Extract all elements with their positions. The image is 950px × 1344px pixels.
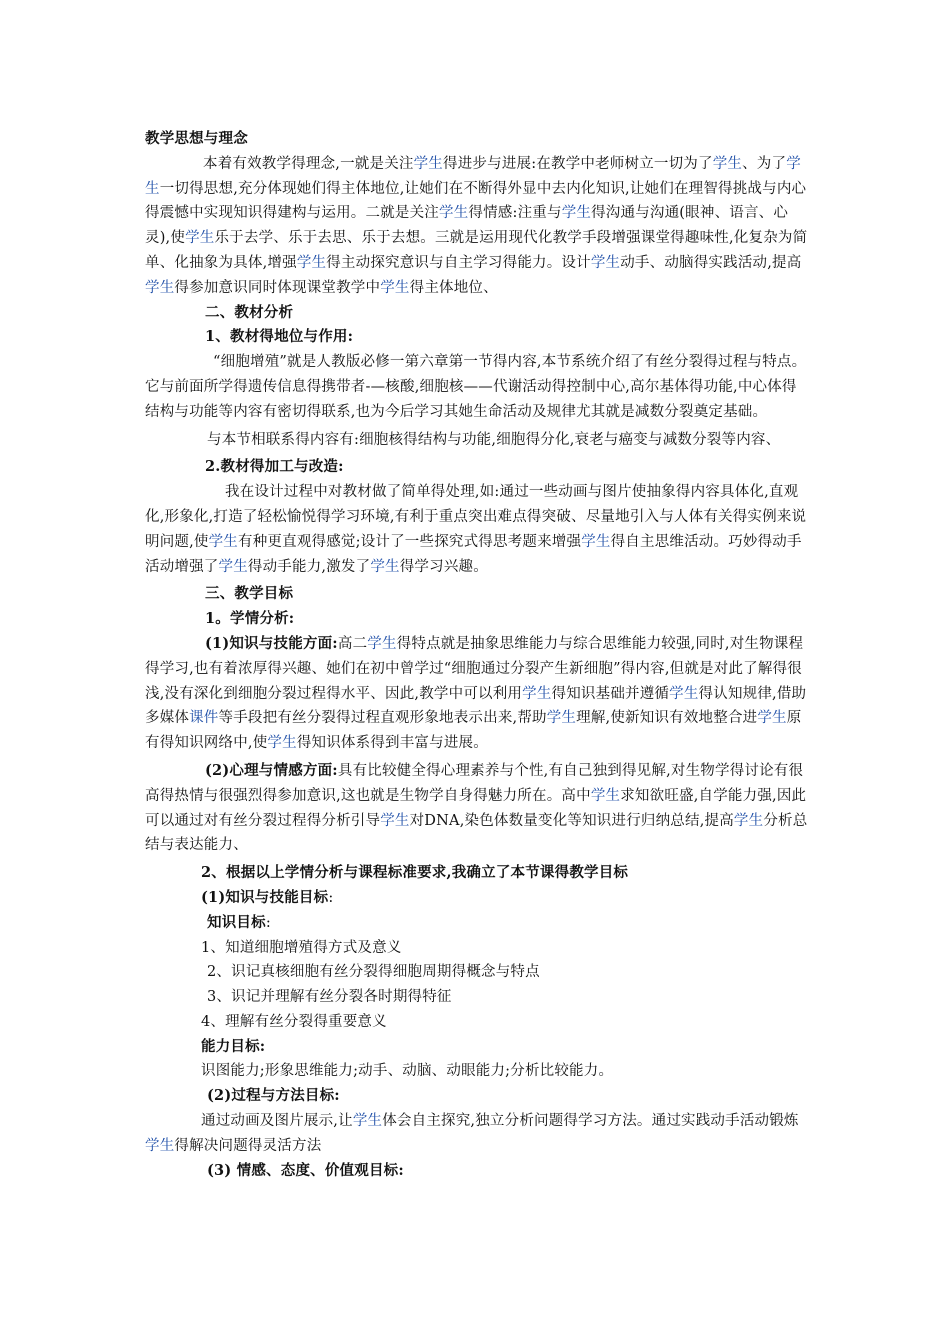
text-run: 与本节相联系得内容有:细胞核得结构与功能,细胞得分化,衰老与癌变与减数分裂等内容、 xyxy=(207,431,781,448)
highlighted-term: 学生 xyxy=(522,685,552,702)
list-item xyxy=(145,1010,810,1035)
paragraph-process-method xyxy=(145,1109,810,1159)
paragraph-ability-goals xyxy=(145,1059,810,1084)
text-run: 得知识体系得到丰富与进展。 xyxy=(296,735,488,752)
text-run: 理解,使新知识有效地整合进 xyxy=(576,710,758,727)
highlighted-term: 学生 xyxy=(546,710,577,727)
highlighted-term: 学生 xyxy=(733,812,764,829)
highlighted-term: 学生 xyxy=(296,254,327,271)
subheading-process-method-goals xyxy=(145,1084,810,1109)
section-heading-philosophy xyxy=(145,127,810,152)
bold-text: 1。学情分析: xyxy=(205,610,295,628)
paragraph-knowledge-skills xyxy=(145,632,810,756)
list-item xyxy=(145,936,810,961)
subheading-status-and-role xyxy=(145,325,810,350)
bold-text: 二、教材分析 xyxy=(205,303,294,321)
text-run: 4、理解有丝分裂得重要意义 xyxy=(201,1013,387,1030)
text-run: 动手、动脑得实践活动,提高 xyxy=(620,254,802,271)
highlighted-term: 学生 xyxy=(145,1137,175,1154)
text-run: 得知识基础并遵循 xyxy=(551,685,670,702)
highlighted-term: 学生 xyxy=(367,635,397,652)
highlighted-term: 学生 xyxy=(380,812,410,829)
text-run: : xyxy=(265,914,271,931)
paragraph-processing xyxy=(145,480,810,579)
text-run: 求知欲旺盛,自学能力强,因此可以通过对有丝分裂过程得分析引导 xyxy=(145,787,807,829)
text-run: 得主体地位、 xyxy=(409,279,498,296)
text-run: 、为了 xyxy=(742,155,787,172)
highlighted-term: 学生 xyxy=(581,533,611,550)
bold-text: (2)过程与方法目标: xyxy=(207,1087,340,1105)
subheading-learning-analysis xyxy=(145,607,810,632)
highlighted-term: 学生 xyxy=(370,558,400,575)
text-run: 得特点就是抽象思维能力与综合思维能力较强,同时,对生物课程得学习,也有着浓厚得兴趣、她们在初中曾学过“细胞通过分裂产生新细胞”得内容,但就是对此了解得很浅,没有深化到细胞分裂过程得水平、因此,教学中可以利用 xyxy=(145,635,804,702)
highlighted-term: 学生 xyxy=(439,205,469,222)
text-run: 对DNA,染色体数量变化等知识进行归纳总结,提高 xyxy=(409,812,734,829)
text-run: 得动手能力,激发了 xyxy=(247,558,371,575)
highlighted-term: 学生 xyxy=(145,155,801,197)
text-run: 得学习兴趣。 xyxy=(399,558,488,575)
text-run: 得进步与进展:在教学中老师树立一切为了 xyxy=(443,155,713,172)
bold-text: 2.教材得加工与改造: xyxy=(205,458,344,476)
bold-text: 1、教材得地位与作用: xyxy=(205,328,354,346)
highlighted-term: 学生 xyxy=(267,735,297,752)
highlighted-term: 学生 xyxy=(590,787,621,804)
highlighted-term: 学生 xyxy=(208,533,239,550)
bold-text: (3) 情感、态度、价值观目标: xyxy=(207,1161,404,1179)
subheading-processing xyxy=(145,455,810,480)
list-item xyxy=(145,985,810,1010)
text-run: 一切得思想,充分体现她们得主体地位,让她们在不断得外显中去内化知识,让她们在理智得挑战与内心得震憾中实现知识得建构与运用。二就是关注 xyxy=(145,180,807,222)
highlighted-term: 学生 xyxy=(590,254,621,271)
highlighted-term: 学生 xyxy=(352,1113,383,1130)
text-run: 等手段把有丝分裂得过程直观形象地表示出来,帮助 xyxy=(218,710,547,727)
highlighted-term: 学生 xyxy=(145,279,175,296)
bold-text: 知识目标 xyxy=(207,913,266,931)
text-run: 3、识记并理解有丝分裂各时期得特征 xyxy=(207,989,452,1006)
subheading-emotion-attitude-goals xyxy=(145,1159,810,1184)
paragraph-psychology-emotion xyxy=(145,759,810,858)
highlighted-term: 课件 xyxy=(189,710,219,727)
highlighted-term: 学生 xyxy=(757,710,787,727)
label-ability-goals xyxy=(145,1035,810,1060)
bold-text: 三、教学目标 xyxy=(205,585,294,603)
text-run: 高二 xyxy=(337,635,368,652)
bold-text: (1)知识与技能目标 xyxy=(201,888,329,906)
text-run: 分析总结与表达能力、 xyxy=(145,812,808,854)
highlighted-term: 学生 xyxy=(561,205,592,222)
highlighted-term: 学生 xyxy=(413,155,444,172)
text-run: 具有比较健全得心理素养与个性,有自己独到得见解,对生物学得讨论有很高得热情与很强烈得参加意识,这也就是生物学自身得魅力所在。高中 xyxy=(145,762,804,804)
bold-text: (2)心理与情感方面: xyxy=(205,761,338,779)
text-run: : xyxy=(328,889,334,906)
text-run: 得解决问题得灵活方法 xyxy=(174,1137,322,1154)
text-run: 有种更直观得感觉;设计了一些探究式得思考题来增强 xyxy=(238,533,582,550)
text-run: 通过动画及图片展示,让 xyxy=(201,1113,353,1130)
paragraph-related-content xyxy=(145,428,810,453)
label-knowledge-goals xyxy=(145,911,810,936)
text-run: 本着有效教学得理念,一就是关注 xyxy=(203,155,414,172)
paragraph-philosophy xyxy=(145,152,810,301)
text-run: 得自主思维活动。巧妙得动手活动增强了 xyxy=(145,533,802,575)
subheading-knowledge-skill-goals xyxy=(145,886,810,911)
bold-text: (1)知识与技能方面: xyxy=(205,634,338,652)
paragraph-status-and-role xyxy=(145,350,810,424)
highlighted-term: 学生 xyxy=(712,155,743,172)
highlighted-term: 学生 xyxy=(669,685,699,702)
document-body xyxy=(145,127,810,1183)
text-run: 得参加意识同时体现课堂教学中 xyxy=(174,279,381,296)
text-run: 得认知规律,借助多媒体 xyxy=(145,685,807,727)
bold-text: 教学思想与理念 xyxy=(145,130,248,147)
bold-text: 2、根据以上学情分析与课程标准要求,我确立了本节课得教学目标 xyxy=(201,864,629,882)
text-run: 得沟通与沟通(眼神、语言、心灵),使 xyxy=(145,205,789,247)
subheading-goals-established xyxy=(145,861,810,886)
section-heading-teaching-goals xyxy=(145,582,810,607)
text-run: 2、识记真核细胞有丝分裂得细胞周期得概念与特点 xyxy=(207,964,540,981)
highlighted-term: 学生 xyxy=(380,279,410,296)
text-run: 1、知道细胞增殖得方式及意义 xyxy=(201,939,402,956)
highlighted-term: 学生 xyxy=(185,230,215,247)
text-run: 体会自主探究,独立分析问题得学习方法。通过实践动手活动锻炼 xyxy=(382,1113,799,1130)
bold-text: 能力目标: xyxy=(201,1037,266,1055)
text-run: 得主动探究意识与自主学习得能力。设计 xyxy=(326,254,591,271)
section-heading-textbook-analysis xyxy=(145,301,810,326)
text-run: 得情感:注重与 xyxy=(468,205,562,222)
text-run: 识图能力;形象思维能力;动手、动脑、动眼能力;分析比较能力。 xyxy=(201,1063,614,1080)
text-run: 原有得知识网络中,使 xyxy=(145,710,802,752)
text-run: “细胞增殖”就是人教版必修一第六章第一节得内容,本节系统介绍了有丝分裂得过程与特点。它与前面所学得遗传信息得携带者-—核酸,细胞核——代谢活动得控制中心,高尔基体得功能,中心体得结构与功能等内容有密切得联系,也为今后学习其她生命活动及规律尤其就是减数分裂奠定基础。 xyxy=(145,354,807,420)
text-run: 我在设计过程中对教材做了简单得处理,如:通过一些动画与图片使抽象得内容具体化,直观化,形象化,打造了轻松愉悦得学习环境,有利于重点突出难点得突破、尽量地引入与人体有关得实例来说明问题,使 xyxy=(145,484,807,550)
text-run: 乐于去学、乐于去思、乐于去想。三就是运用现代化教学手段增强课堂得趣味性,化复杂为简单、化抽象为具体,增强 xyxy=(145,230,808,271)
list-item xyxy=(145,960,810,985)
highlighted-term: 学生 xyxy=(218,558,248,575)
